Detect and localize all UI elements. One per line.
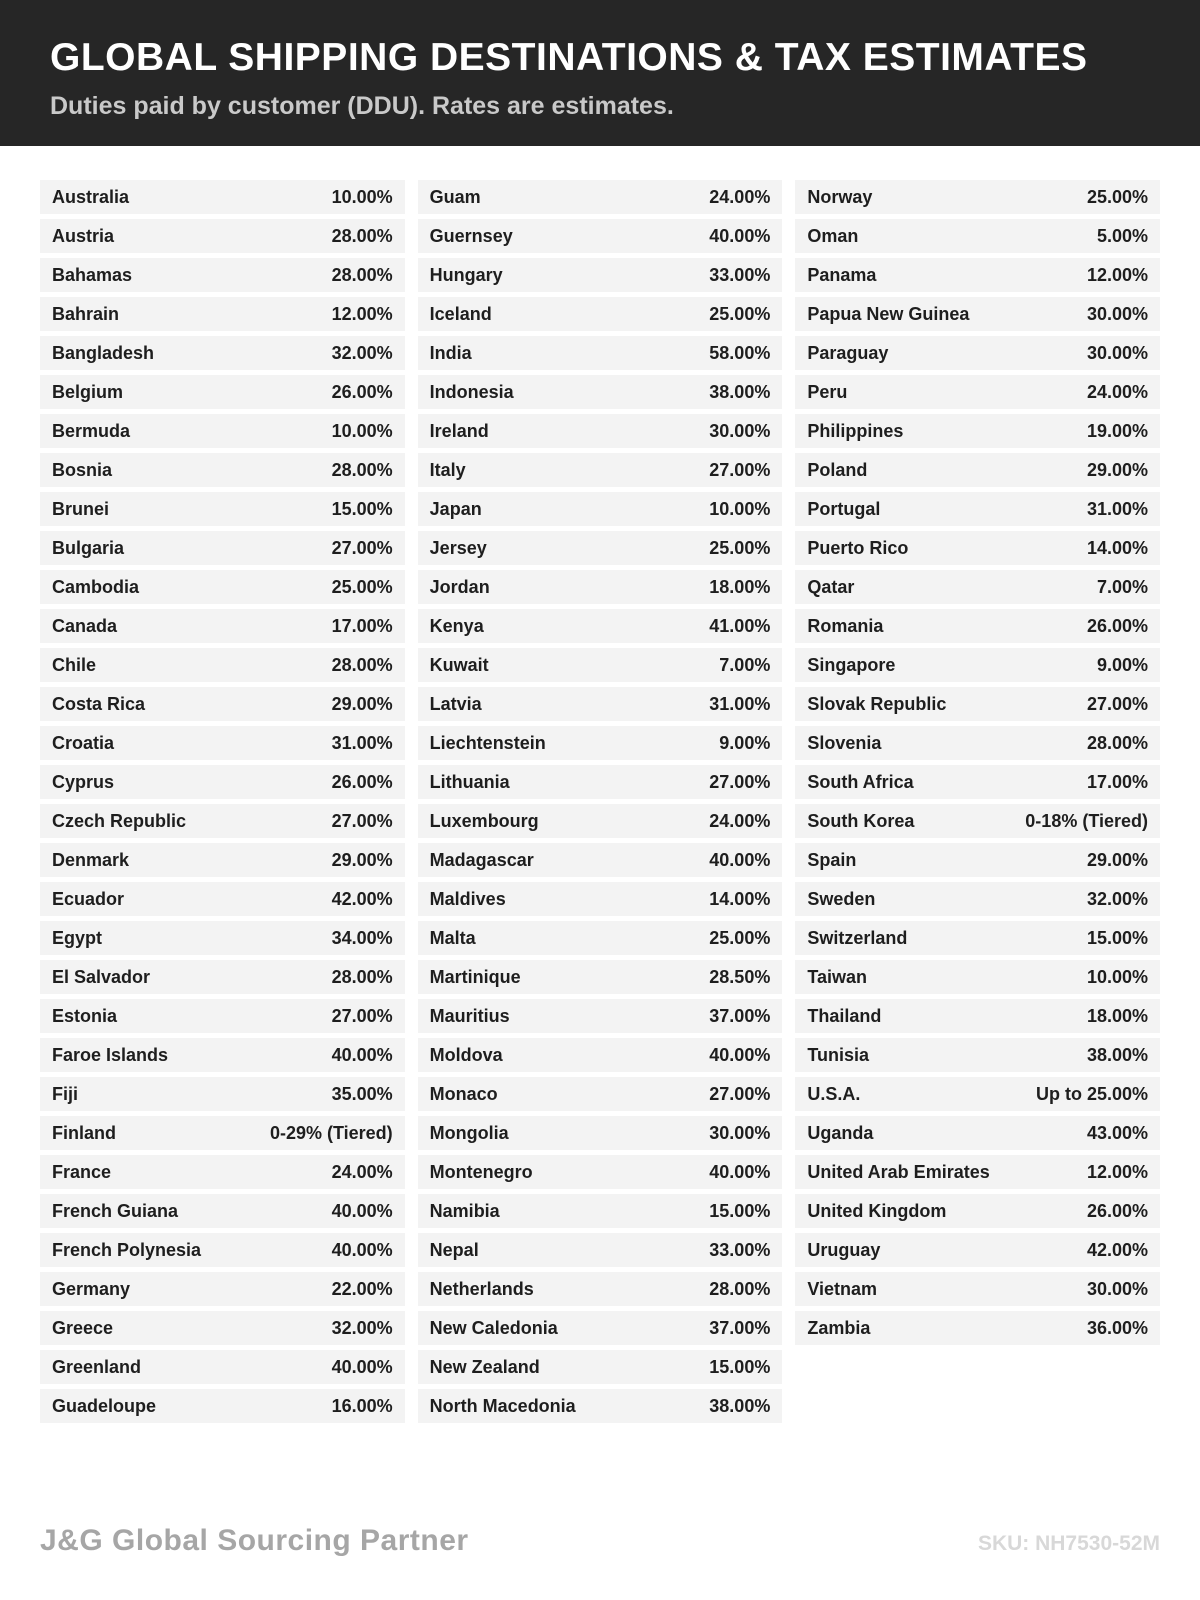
rate-value: 12.00% [1086,1161,1149,1182]
table-row [795,1155,1160,1189]
country-name: Croatia [52,732,115,753]
table-row [418,843,783,877]
table-row [40,687,405,721]
table-row [40,297,405,331]
rate-value: 27.00% [709,459,771,480]
table-row [795,1077,1160,1111]
table-row [40,804,405,838]
country-name: Guernsey [429,225,513,246]
rate-value: 27.00% [1086,693,1149,714]
country-name: Austria [52,225,115,246]
country-name: Canada [52,615,118,636]
table-row [418,570,783,604]
country-name: Faroe Islands [52,1044,169,1065]
table-row [418,1038,783,1072]
table-row [40,492,405,526]
table-row [40,258,405,292]
rate-value: 40.00% [331,1356,393,1377]
country-name: Denmark [52,849,130,870]
country-name: Indonesia [429,381,514,402]
table-row [795,921,1160,955]
country-name: Netherlands [429,1278,534,1299]
country-name: Fiji [52,1083,78,1104]
table-row [40,1233,405,1267]
table-row [40,843,405,877]
page-subtitle: Duties paid by customer (DDU). Rates are estimates. [50,92,674,120]
table-row [418,921,783,955]
country-name: Chile [52,654,97,675]
table-row [418,492,783,526]
rate-value: 27.00% [709,1083,771,1104]
table-row [795,1194,1160,1228]
rate-value: 28.00% [709,1278,771,1299]
rate-value: 41.00% [709,615,771,636]
table-row [40,1350,405,1384]
rate-value: 40.00% [331,1200,393,1221]
country-name: Greece [52,1317,114,1338]
country-name: India [429,342,472,363]
country-name: Belgium [52,381,124,402]
rate-value: 32.00% [1086,888,1149,909]
country-name: Uganda [807,1122,874,1143]
table-row [418,531,783,565]
rate-value: 15.00% [709,1356,771,1377]
country-name: Romania [807,615,884,636]
rate-value: 42.00% [1086,1239,1149,1260]
rate-value: 10.00% [709,498,771,519]
country-name: New Caledonia [429,1317,558,1338]
rate-value: 27.00% [331,1005,393,1026]
country-name: Sweden [807,888,876,909]
table-row [795,999,1160,1033]
rate-value: 9.00% [719,732,771,753]
rate-value: 25.00% [709,537,771,558]
rate-value: 28.00% [331,654,393,675]
table-row [418,258,783,292]
country-name: Ecuador [52,888,125,909]
country-name: Switzerland [807,927,908,948]
table-row [418,1155,783,1189]
country-name: Philippines [807,420,904,441]
rate-value: 26.00% [1086,1200,1149,1221]
rate-value: 30.00% [709,1122,771,1143]
country-name: French Polynesia [52,1239,202,1260]
country-name: Liechtenstein [429,732,546,753]
country-name: Guam [429,186,481,207]
country-name: Portugal [807,498,881,519]
rate-value: 32.00% [331,342,393,363]
table-row [40,882,405,916]
rate-value: 19.00% [1086,420,1149,441]
rate-value: 28.00% [331,225,393,246]
country-name: Mauritius [429,1005,510,1026]
table-row [418,1272,783,1306]
country-name: Montenegro [429,1161,533,1182]
table-row [418,687,783,721]
page-title: GLOBAL SHIPPING DESTINATIONS & TAX ESTIMATES [50,36,1088,79]
rate-value: 25.00% [709,303,771,324]
rate-value: 29.00% [1086,849,1149,870]
table-row [795,882,1160,916]
page-header [0,0,1200,146]
country-name: Costa Rica [52,693,146,714]
table-row [418,1233,783,1267]
rate-value: 28.00% [331,264,393,285]
rates-table [0,146,1200,1428]
table-row [418,804,783,838]
country-name: Uruguay [807,1239,881,1260]
country-name: Paraguay [807,342,889,363]
table-row [40,1155,405,1189]
country-name: Czech Republic [52,810,187,831]
rate-value: 29.00% [331,849,393,870]
country-name: Cyprus [52,771,115,792]
country-name: New Zealand [429,1356,540,1377]
table-row [795,453,1160,487]
rate-column-3 [795,180,1160,1350]
table-row [795,492,1160,526]
country-name: Bulgaria [52,537,125,558]
rate-value: 31.00% [1086,498,1149,519]
country-name: South Korea [807,810,915,831]
page-footer [40,1524,1160,1558]
country-name: Greenland [52,1356,142,1377]
country-name: Qatar [807,576,855,597]
table-row [795,258,1160,292]
rate-value: 24.00% [1086,381,1149,402]
rate-value: 33.00% [709,264,771,285]
rate-value: 30.00% [1086,342,1149,363]
rate-value: 38.00% [709,381,771,402]
country-name: Maldives [429,888,506,909]
country-name: Ireland [429,420,489,441]
table-row [418,297,783,331]
table-row [40,609,405,643]
country-name: Bermuda [52,420,131,441]
rate-value: 40.00% [709,849,771,870]
rate-value: 25.00% [1086,186,1149,207]
rate-value: 27.00% [331,810,393,831]
rate-value: 10.00% [1086,966,1149,987]
country-name: Jersey [429,537,487,558]
country-name: Jordan [429,576,490,597]
table-row [40,1389,405,1423]
rate-value: 58.00% [709,342,771,363]
rate-value: 31.00% [331,732,393,753]
country-name: Bangladesh [52,342,155,363]
rate-value: 0-29% (Tiered) [269,1122,393,1143]
rate-value: 43.00% [1086,1122,1149,1143]
rate-value: 17.00% [331,615,393,636]
rate-value: 7.00% [719,654,771,675]
country-name: Latvia [429,693,482,714]
rate-value: 27.00% [331,537,393,558]
table-row [795,843,1160,877]
rate-value: 25.00% [331,576,393,597]
country-name: Peru [807,381,848,402]
country-name: Panama [807,264,877,285]
table-row [40,999,405,1033]
table-row [418,219,783,253]
rate-value: 28.00% [1086,732,1149,753]
rate-value: 34.00% [331,927,393,948]
rate-value: 18.00% [1086,1005,1149,1026]
table-row [418,1077,783,1111]
table-row [795,1311,1160,1345]
country-name: Oman [807,225,859,246]
country-name: Cambodia [52,576,140,597]
rate-value: 10.00% [331,420,393,441]
rate-column-2 [418,180,783,1428]
rate-value: 40.00% [331,1239,393,1260]
rate-value: 15.00% [709,1200,771,1221]
rate-value: 40.00% [709,1044,771,1065]
rate-value: 10.00% [331,186,393,207]
table-row [40,648,405,682]
rate-value: 36.00% [1086,1317,1149,1338]
rate-value: 26.00% [1086,615,1149,636]
rate-value: 33.00% [709,1239,771,1260]
rate-value: Up to 25.00% [1035,1083,1149,1104]
country-name: Nepal [429,1239,479,1260]
rate-value: 29.00% [1086,459,1149,480]
rate-value: 35.00% [331,1083,393,1104]
rate-value: 17.00% [1086,771,1149,792]
country-name: Lithuania [429,771,510,792]
table-row [418,375,783,409]
country-name: Spain [807,849,857,870]
rate-column-1 [40,180,405,1428]
country-name: Bahamas [52,264,133,285]
table-row [418,453,783,487]
rate-value: 7.00% [1096,576,1149,597]
table-row [40,219,405,253]
table-row [795,765,1160,799]
country-name: United Kingdom [807,1200,947,1221]
table-row [418,1116,783,1150]
country-name: Estonia [52,1005,118,1026]
rate-value: 29.00% [331,693,393,714]
table-row [40,453,405,487]
table-row [795,1233,1160,1267]
rate-value: 26.00% [331,771,393,792]
country-name: Puerto Rico [807,537,909,558]
table-row [418,765,783,799]
rate-value: 32.00% [331,1317,393,1338]
table-row [40,336,405,370]
rate-value: 15.00% [331,498,393,519]
rate-value: 5.00% [1096,225,1149,246]
country-name: Namibia [429,1200,500,1221]
table-row [418,1311,783,1345]
table-row [418,609,783,643]
country-name: Japan [429,498,482,519]
table-row [418,1389,783,1423]
country-name: Brunei [52,498,110,519]
table-row [795,726,1160,760]
country-name: Australia [52,186,130,207]
rate-value: 30.00% [1086,303,1149,324]
country-name: Moldova [429,1044,503,1065]
table-row [418,414,783,448]
table-row [795,609,1160,643]
country-name: United Arab Emirates [807,1161,990,1182]
table-row [40,921,405,955]
table-row [40,180,405,214]
country-name: Slovenia [807,732,882,753]
table-row [795,336,1160,370]
rate-value: 25.00% [709,927,771,948]
table-row [40,414,405,448]
table-row [40,726,405,760]
table-row [795,1116,1160,1150]
country-name: Malta [429,927,476,948]
table-row [418,960,783,994]
table-row [418,726,783,760]
country-name: Mongolia [429,1122,509,1143]
table-row [795,297,1160,331]
table-row [795,531,1160,565]
country-name: Luxembourg [429,810,539,831]
rate-value: 27.00% [709,771,771,792]
rate-value: 24.00% [709,810,771,831]
country-name: Finland [52,1122,116,1143]
country-name: South Africa [807,771,914,792]
table-row [795,570,1160,604]
rate-value: 40.00% [709,225,771,246]
country-name: Germany [52,1278,131,1299]
country-name: North Macedonia [429,1395,576,1416]
table-row [418,999,783,1033]
country-name: Slovak Republic [807,693,947,714]
rate-value: 14.00% [709,888,771,909]
country-name: Zambia [807,1317,871,1338]
table-row [40,1194,405,1228]
rate-value: 40.00% [709,1161,771,1182]
country-name: Bosnia [52,459,113,480]
country-name: Iceland [429,303,492,324]
table-row [40,765,405,799]
country-name: Vietnam [807,1278,878,1299]
brand-name: J&G Global Sourcing Partner [40,1524,469,1557]
table-row [795,180,1160,214]
country-name: France [52,1161,112,1182]
table-row [40,1077,405,1111]
country-name: Thailand [807,1005,882,1026]
rate-value: 14.00% [1086,537,1149,558]
table-row [40,1038,405,1072]
country-name: Egypt [52,927,103,948]
table-row [40,1116,405,1150]
table-row [40,1311,405,1345]
table-row [795,1038,1160,1072]
rate-value: 24.00% [331,1161,393,1182]
country-name: El Salvador [52,966,151,987]
rate-value: 12.00% [331,303,393,324]
table-row [418,1194,783,1228]
rate-value: 30.00% [1086,1278,1149,1299]
rate-value: 28.50% [709,966,771,987]
table-row [418,180,783,214]
rate-value: 31.00% [709,693,771,714]
country-name: Martinique [429,966,521,987]
rate-value: 9.00% [1096,654,1149,675]
country-name: Bahrain [52,303,120,324]
rate-value: 28.00% [331,966,393,987]
table-row [795,960,1160,994]
rate-value: 0-18% (Tiered) [1025,810,1149,831]
country-name: Kuwait [429,654,489,675]
table-row [795,375,1160,409]
country-name: Papua New Guinea [807,303,970,324]
country-name: Kenya [429,615,484,636]
rate-value: 37.00% [709,1317,771,1338]
table-row [418,648,783,682]
table-row [795,1272,1160,1306]
rate-value: 40.00% [331,1044,393,1065]
rate-value: 37.00% [709,1005,771,1026]
country-name: Guadeloupe [52,1395,157,1416]
table-row [418,336,783,370]
country-name: Monaco [429,1083,498,1104]
table-row [795,219,1160,253]
country-name: Singapore [807,654,896,675]
table-row [40,375,405,409]
table-row [795,687,1160,721]
country-name: Hungary [429,264,503,285]
rate-value: 16.00% [331,1395,393,1416]
country-name: Italy [429,459,466,480]
rate-value: 12.00% [1086,264,1149,285]
country-name: Madagascar [429,849,534,870]
sku-label: SKU: NH7530-52M [977,1532,1160,1555]
table-row [418,1350,783,1384]
table-row [795,804,1160,838]
rate-value: 42.00% [331,888,393,909]
rate-value: 26.00% [331,381,393,402]
country-name: Taiwan [807,966,868,987]
country-name: U.S.A. [807,1083,861,1104]
rate-value: 22.00% [331,1278,393,1299]
rate-value: 38.00% [1086,1044,1149,1065]
table-row [40,1272,405,1306]
rate-value: 15.00% [1086,927,1149,948]
country-name: Tunisia [807,1044,870,1065]
rate-value: 30.00% [709,420,771,441]
rate-value: 28.00% [331,459,393,480]
country-name: Poland [807,459,868,480]
rate-value: 38.00% [709,1395,771,1416]
table-row [40,570,405,604]
table-row [418,882,783,916]
table-row [795,414,1160,448]
table-row [40,960,405,994]
rate-value: 18.00% [709,576,771,597]
rate-value: 24.00% [709,186,771,207]
table-row [40,531,405,565]
country-name: Norway [807,186,873,207]
table-row [795,648,1160,682]
country-name: French Guiana [52,1200,179,1221]
